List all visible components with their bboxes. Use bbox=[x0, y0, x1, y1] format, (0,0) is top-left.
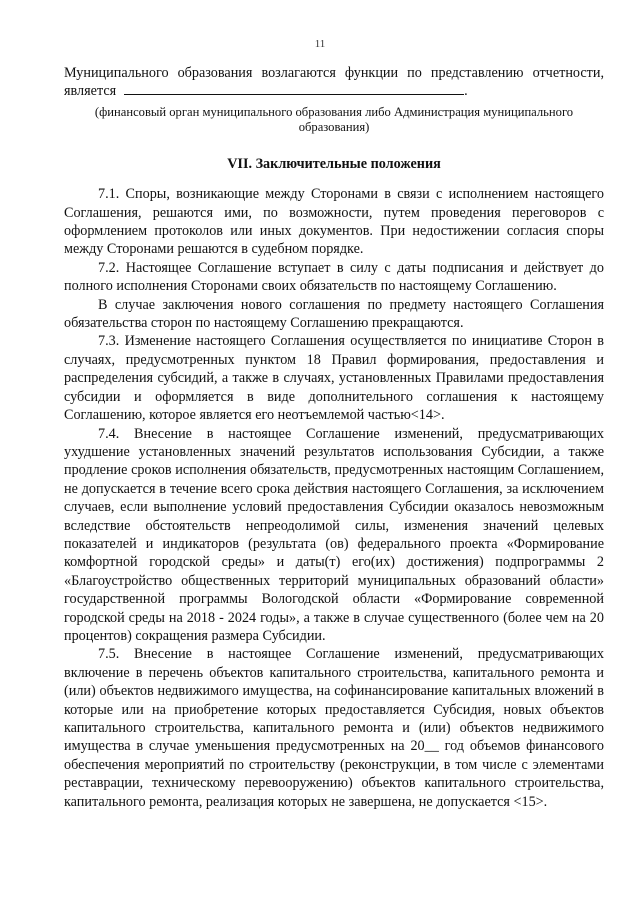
document-body bbox=[64, 64, 604, 811]
blank-caption: (финансовый орган муниципального образования либо Администрация муниципального образования) bbox=[94, 104, 574, 134]
blank-fill-line bbox=[124, 82, 464, 95]
paragraph-7-4: 7.4. Внесение в настоящее Соглашение изменений, предусматривающих ухудшение установленных значений результатов использования Субсидии, а также продление сроков исполнения обязательств, предусмотренных настоящим Соглашением, не допускается в течение всего срока действия настоящего Соглашения, за исключением случаев, если выполнение условий предоставления Субсидии оказалось невозможным вследствие обстоятельств непреодолимой силы, изменения значений целевых показателей и индикаторов (результата (ов) федерального проекта «Формирование комфортной городской среды» и даты(т) его(их) достижения) подпрограммы 2 «Благоустройство общественных территорий муниципальных образований области» государственной программы Вологодской области «Формирование современной городской среды на 2018 - 2024 годы», а также в случае существенного (более чем на 20 процентов) сокращения размера Субсидии. bbox=[64, 425, 604, 644]
paragraph-7-5: 7.5. Внесение в настоящее Соглашение изменений, предусматривающих включение в перечень объектов капитального строительства, капитального ремонта и (или) объектов недвижимого имущества, на софинансирование капитальных вложений в которые или на приобретение которых предоставляется Субсидия, новых объектов капитального строительства, капитального ремонта и (или) объектов недвижимого имущества в случае уменьшения предусмотренных на 20__ год объемов финансового обеспечения мероприятий по строительству (реконструкции, в том числе с элементами реставрации, техническому перевооружению) объектов капитального строительства, капитального ремонта, реализация которых не завершена, не допускается <15>. bbox=[64, 646, 604, 810]
responsibility-text: Муниципального образования возлагаются функции по представлению отчетности, является bbox=[64, 65, 604, 100]
section-title: VII. Заключительные положения bbox=[227, 155, 441, 172]
responsibility-line-end: . bbox=[464, 83, 468, 100]
paragraph-7-1: 7.1. Споры, возникающие между Сторонами в связи с исполнением настоящего Соглашения, решаются ими, по возможности, путем проведения переговоров с оформлением протоколов или иных документов. При недостижении согласия споры между Сторонами решаются в судебном порядке. bbox=[64, 186, 604, 258]
page-number: 11 bbox=[314, 38, 326, 50]
paragraph-new-agreement: В случае заключения нового соглашения по предмету настоящего Соглашения обязательства сторон по настоящему Соглашению прекращаются. bbox=[64, 296, 604, 332]
paragraph-7-2: 7.2. Настоящее Соглашение вступает в силу с даты подписания и действует до полного исполнения Сторонами своих обязательств по настоящему Соглашению. bbox=[64, 259, 604, 295]
paragraph-7-3: 7.3. Изменение настоящего Соглашения осуществляется по инициативе Сторон в случаях, предусмотренных пунктом 18 Правил формирования, предоставления и распределения субсидий, а также в случаях, установленных Правилами предоставления субсидии и оформляется в виде дополнительного соглашения к настоящему Соглашению, которое является его неотъемлемой частью<14>. bbox=[64, 333, 604, 424]
responsibility-line bbox=[64, 64, 604, 101]
